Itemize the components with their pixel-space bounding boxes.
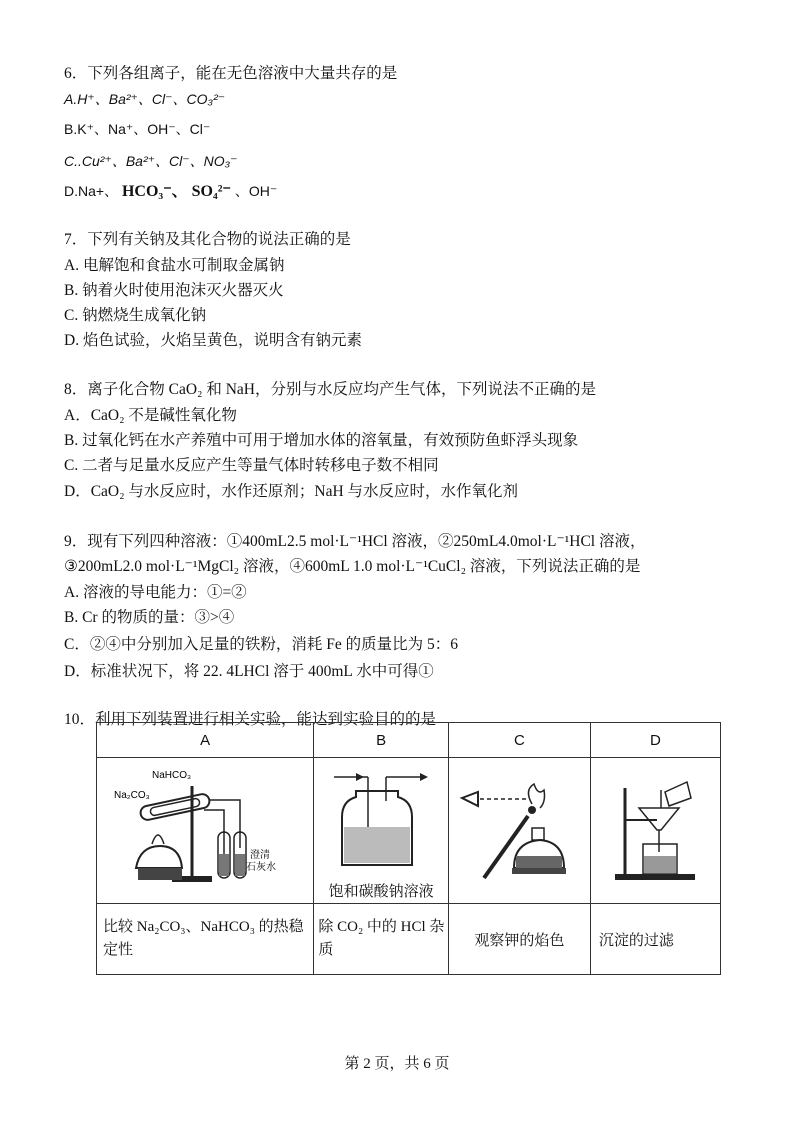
- q8-option-c: C. 二者与足量水反应产生等量气体时转移电子数不相同: [64, 457, 439, 474]
- q6-d-prefix: D.Na+、: [64, 183, 119, 199]
- q8-option-d: D．CaO₂ 与水反应时，水作还原剂；NaH 与水反应时，水作氧化剂: [64, 483, 519, 500]
- q7-option-c: C. 钠燃烧生成氧化钠: [64, 307, 207, 324]
- apparatus-b-label: 饱和碳酸钠溶液: [328, 883, 434, 900]
- q6-option-d: [64, 184, 277, 200]
- q7-stem: 7．下列有关钠及其化合物的说法正确的是: [64, 231, 351, 248]
- filtration-diagram: [595, 768, 715, 888]
- header-a: A: [97, 723, 314, 758]
- nahco3-label: NaHCO₃: [152, 770, 192, 781]
- q9-option-b: B. Cr 的物质的量：③>④: [64, 609, 235, 626]
- header-c: C: [448, 723, 590, 758]
- apparatus-a: [97, 758, 314, 904]
- heating-apparatus-diagram: [100, 758, 310, 898]
- header-d: D: [590, 723, 720, 758]
- q6-d-suffix: 、OH⁻: [234, 183, 278, 199]
- q6-option-c: C..Cu²⁺、Ba²⁺、Cl⁻、NO₃⁻: [64, 153, 238, 169]
- q6-d-ion1: HCO₃⁻、: [121, 183, 188, 200]
- q8-option-b: B. 过氧化钙在水产养殖中可用于增加水体的溶氧量，有效预防鱼虾浮头现象: [64, 432, 579, 449]
- q6-option-a: A.H⁺、Ba²⁺、Cl⁻、CO₃²⁻: [64, 91, 226, 107]
- apparatus-table: [96, 722, 721, 975]
- q9-stem-line1: 9．现有下列四种溶液：①400mL2.5 mol·L⁻¹HCl 溶液，②250mL4.0mol·L⁻¹HCl 溶液，: [64, 533, 646, 550]
- q9-option-a: A. 溶液的导电能力：①=②: [64, 584, 247, 601]
- header-b: B: [314, 723, 449, 758]
- q9-option-d: D．标准状况下，将 22. 4LHCl 溶于 400mL 水中可得①: [64, 663, 434, 680]
- flame-test-diagram: [454, 768, 584, 888]
- q8-stem: 8．离子化合物 CaO₂ 和 NaH，分别与水反应均产生气体，下列说法不正确的是: [64, 381, 596, 398]
- limewater-label-2: 石灰水: [246, 862, 277, 873]
- page-footer: 第 2 页，共 6 页: [344, 1056, 450, 1072]
- desc-d: 沉淀的过滤: [590, 904, 720, 975]
- q7-option-a: A. 电解饱和食盐水可制取金属钠: [64, 257, 285, 274]
- q7-option-d: D. 焰色试验，火焰呈黄色，说明含有钠元素: [64, 332, 362, 349]
- q6-stem: 6．下列各组离子，能在无色溶液中大量共存的是: [64, 65, 398, 82]
- q7-option-b: B. 钠着火时使用泡沫灭火器灭火: [64, 282, 284, 299]
- limewater-label-1: 澄清: [250, 850, 271, 861]
- q6-option-b: B.K⁺、Na⁺、OH⁻、Cl⁻: [64, 121, 211, 137]
- desc-b: 除 CO₂ 中的 HCl 杂质: [314, 904, 449, 975]
- q6-d-ion2: SO₄²⁻: [191, 183, 231, 200]
- q9-option-c: C．②④中分别加入足量的铁粉，消耗 Fe 的质量比为 5：6: [64, 636, 458, 653]
- gas-washing-bottle-diagram: [316, 761, 446, 873]
- q9-stem-line2: ③200mL2.0 mol·L⁻¹MgCl₂ 溶液，④600mL 1.0 mol·L⁻¹CuCl₂ 溶液，下列说法正确的是: [64, 558, 641, 575]
- na2co3-label: Na₂CO₃: [114, 790, 150, 801]
- apparatus-c: [448, 758, 590, 904]
- apparatus-d: [590, 758, 720, 904]
- q8-option-a: A．CaO₂ 不是碱性氧化物: [64, 407, 237, 424]
- desc-a: 比较 Na₂CO₃、NaHCO₃ 的热稳定性: [97, 904, 314, 975]
- q10-stem: 10．利用下列装置进行相关实验，能达到实验目的的是: [64, 711, 437, 728]
- apparatus-b: [314, 758, 449, 904]
- desc-c: 观察钾的焰色: [448, 904, 590, 975]
